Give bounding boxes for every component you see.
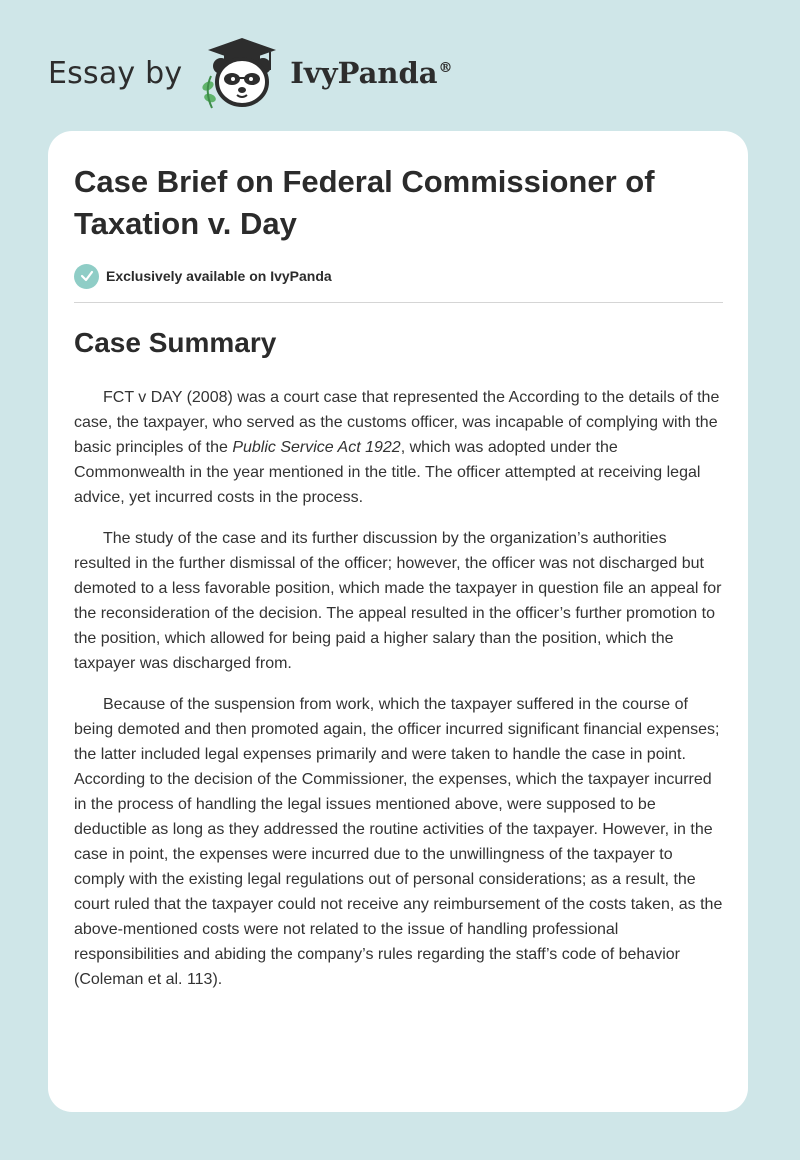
paragraph-3: Because of the suspension from work, which the taxpayer suffered in the course of being demoted and then promoted again, the officer incurred significant financial expenses; the latter included legal expenses primarily and were taken to handle the case in point. According to the decision of the Commissioner, the expenses, which the taxpayer incurred in the process of handling the legal issues mentioned above, were supposed to be deductible as long as they addressed the routine activities of the taxpayer. However, in the case in point, the expenses were incurred due to the unwillingness of the taxpayer to comply with the existing legal regulations out of personal considerations; as a result, the court ruled that the taxpayer could not receive any reimbursement of the costs taken, as the above-mentioned costs were not related to the issue of handling professional responsibilities and abiding the company’s rules regarding the staff’s code of behavior (Coleman et al. 113). — [74, 696, 723, 988]
site-logo[interactable] — [48, 36, 453, 110]
paragraph-2: The study of the case and its further discussion by the organization’s authorities resulted in the further dismissal of the officer; however, the officer was not discharged but demoted to a less favorable position, which made the taxpayer in question file an appeal for the reconsideration of the decision. The appeal resulted in the officer’s further promotion to the position, which allowed for being paid a higher salary than the position, which the taxpayer was discharged from. — [74, 530, 722, 672]
logo-prefix: Essay by — [48, 55, 183, 91]
page-title: Case Brief on Federal Commissioner of Taxation v. Day — [74, 164, 655, 241]
registered-mark: ® — [438, 60, 453, 77]
act-title: Public Service Act 1922 — [232, 439, 401, 456]
divider — [74, 302, 723, 303]
badge-label: Exclusively available on IvyPanda — [106, 268, 332, 284]
panda-graduate-icon — [196, 36, 288, 110]
exclusive-badge — [74, 263, 332, 289]
check-icon — [74, 264, 99, 289]
article-body — [74, 385, 726, 1008]
section-heading: Case Summary — [74, 327, 277, 358]
article-card — [48, 131, 748, 1112]
brand-name: IvyPanda® — [290, 56, 453, 90]
paragraph-1: FCT v DAY (2008) was a court case that represented the According to the details of the case, the taxpayer, who served as the customs officer, was incapable of complying with the basic principles of the Public Service Act 1922, which was adopted under the Commonwealth in the year mentioned in the title. The officer attempted at receiving legal advice, yet incurred costs in the process. — [74, 389, 720, 506]
